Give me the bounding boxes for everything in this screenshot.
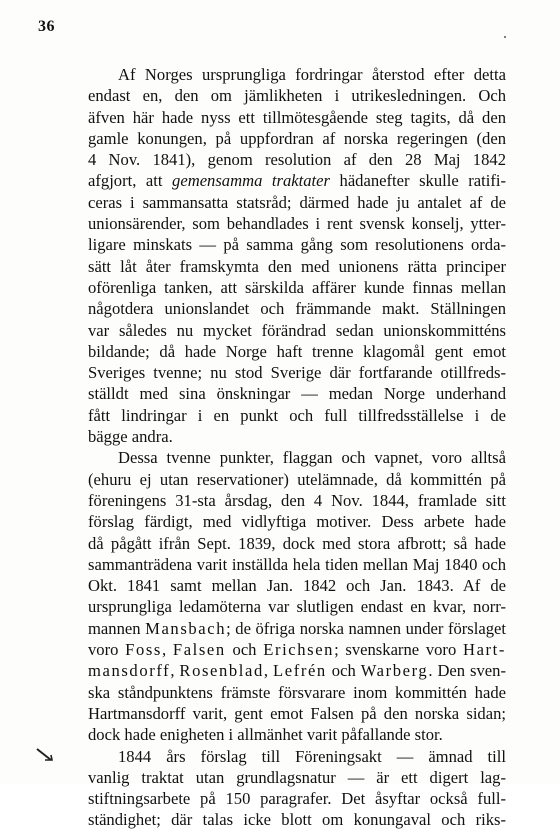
text-segment: , bbox=[161, 640, 173, 660]
text-line bbox=[88, 746, 506, 767]
text-line bbox=[88, 426, 506, 447]
text-segment: Okt. 1841 samt mellan Jan. 1842 och Jan. 1843. Af de bbox=[88, 576, 506, 596]
text-line bbox=[88, 85, 506, 106]
text-segment: voro bbox=[88, 640, 126, 660]
text-segment: ursprungliga ledamöterna var slutligen endast en kvar, norr- bbox=[88, 597, 506, 617]
spaced-name: Hart- bbox=[462, 640, 506, 660]
spaced-name: Foss bbox=[125, 640, 162, 660]
text-segment: Dessa tvenne punkter, flaggan och vapnet, voro alltså bbox=[118, 448, 506, 468]
text-line bbox=[88, 447, 506, 468]
text-segment: föreningens 31-sta årsdag, den 4 Nov. 1844, framlade sitt bbox=[88, 490, 506, 510]
text-segment: sätt låt åter framskymta den med unionens rätta principer bbox=[88, 256, 506, 276]
text-line bbox=[88, 64, 506, 85]
text-segment: ställdt med sina önskningar — medan Norge underhand bbox=[88, 384, 506, 404]
spaced-name: Mansbach bbox=[145, 618, 227, 638]
spaced-name: Lefrén bbox=[273, 661, 327, 681]
text-segment: någotdera unionslandet och främmande makt. Ställningen bbox=[88, 299, 506, 319]
text-segment: ska ståndpunktens främste försvarare inom kommittén hade bbox=[88, 682, 506, 702]
text-segment: ; svenskarne voro bbox=[334, 640, 463, 660]
text-line bbox=[88, 639, 506, 660]
text-segment: sammanträdena varit inställda hela tiden mellan Maj 1840 och bbox=[88, 554, 506, 574]
text-segment: endast en, den om jämlikheten i utrikesledningen. Och bbox=[88, 86, 506, 106]
text-line bbox=[88, 107, 506, 128]
text-segment: äfven här hade nyss ett tillmötesgående steg tagits, då den bbox=[88, 107, 506, 127]
text-segment: och bbox=[225, 640, 264, 660]
text-line bbox=[88, 192, 506, 213]
text-segment: 4 Nov. 1841), genom resolution af den 28 Maj 1842 bbox=[88, 150, 506, 170]
text-segment: och bbox=[326, 661, 361, 681]
spaced-name: Falsen bbox=[172, 640, 226, 660]
text-line bbox=[88, 724, 506, 745]
text-line bbox=[88, 682, 506, 703]
text-segment: 1844 års förslag till Föreningsakt — ämnad till bbox=[118, 746, 506, 766]
text-segment: oförenliga tanken, att särskilda affärer kunde finnas mellan bbox=[88, 277, 506, 297]
text-segment: bildande; då hade Norge haft trenne klagomål gent emot bbox=[88, 341, 506, 361]
text-segment: Sveriges tvenne; nu stod Sverige där fortfarande otillfreds- bbox=[88, 363, 506, 383]
text-line bbox=[88, 809, 506, 830]
text-segment: ceras i sammansatta statsråd; därmed hade ju antalet af de bbox=[88, 192, 506, 212]
body-text bbox=[88, 64, 506, 831]
text-line bbox=[88, 277, 506, 298]
print-speck bbox=[504, 36, 506, 38]
text-line bbox=[88, 256, 506, 277]
text-line bbox=[88, 788, 506, 809]
text-line bbox=[88, 298, 506, 319]
text-segment: hädanefter skulle ratifi- bbox=[329, 171, 507, 191]
text-line bbox=[88, 383, 506, 404]
text-segment: vanlig traktat utan grundlagsnatur — är ett digert lag- bbox=[88, 767, 506, 787]
text-segment: bägge andra. bbox=[88, 427, 173, 447]
spaced-name: Warberg bbox=[360, 661, 429, 681]
spaced-name: Erichsen bbox=[263, 640, 335, 660]
text-segment: mannen bbox=[88, 618, 146, 638]
text-segment: fått lindringar i en punkt och full tillfredsställelse i de bbox=[88, 405, 506, 425]
text-segment: gamle konungen, på uppfordran af norska regeringen (den bbox=[88, 128, 506, 148]
text-segment: ständighet; där talas icke blott om konungaval och riks- bbox=[88, 810, 506, 830]
text-segment: unionsärender, som behandlades i rent svensk konselj, ytter- bbox=[88, 214, 506, 234]
page-number: 36 bbox=[38, 18, 55, 35]
text-line bbox=[88, 341, 506, 362]
text-line bbox=[88, 490, 506, 511]
text-line bbox=[88, 405, 506, 426]
text-segment: (ehuru ej utan reservationer) utelämnade, då kommittén på bbox=[88, 469, 506, 489]
text-segment: , bbox=[170, 661, 180, 681]
text-segment: Hartmansdorff varit, gent emot Falsen på den norska sidan; bbox=[88, 703, 506, 723]
text-line bbox=[88, 362, 506, 383]
text-line bbox=[88, 469, 506, 490]
text-line bbox=[88, 660, 506, 681]
text-segment: , bbox=[263, 661, 273, 681]
text-line bbox=[88, 170, 506, 191]
text-segment: Af Norges ursprungliga fordringar återstod efter detta bbox=[118, 65, 506, 84]
text-line bbox=[88, 533, 506, 554]
text-segment: . Den sven- bbox=[428, 661, 506, 681]
text-line bbox=[88, 234, 506, 255]
text-segment: ligare minskats — på samma gång som resolutionens orda- bbox=[88, 235, 506, 255]
text-line bbox=[88, 703, 506, 724]
text-line bbox=[88, 767, 506, 788]
margin-mark-icon bbox=[36, 748, 54, 762]
text-line bbox=[88, 149, 506, 170]
text-line bbox=[88, 596, 506, 617]
text-line bbox=[88, 554, 506, 575]
text-line bbox=[88, 511, 506, 532]
text-segment: stiftningsarbete på 150 paragrafer. Det åsyftar också full- bbox=[88, 789, 506, 809]
text-segment: då pågått ifrån Sept. 1839, dock med stora afbrott; så hade bbox=[88, 533, 506, 553]
text-line bbox=[88, 213, 506, 234]
text-line bbox=[88, 618, 506, 639]
spaced-name: mansdorff bbox=[88, 661, 171, 681]
text-segment: ; de öfriga norska namnen under förslaget bbox=[226, 618, 507, 638]
text-line bbox=[88, 128, 506, 149]
italic-phrase: gemensamma traktater bbox=[172, 171, 330, 191]
text-segment: afgjort, att bbox=[88, 171, 173, 191]
text-segment: dock hade enigheten i allmänhet varit påfallande stor. bbox=[88, 725, 443, 745]
text-line bbox=[88, 575, 506, 596]
text-segment: var således nu mycket förändrad sedan unionskommitténs bbox=[88, 320, 506, 340]
text-segment: förslag färdigt, med vidlyftiga motiver. Dess arbete hade bbox=[88, 512, 506, 532]
text-line bbox=[88, 320, 506, 341]
spaced-name: Rosenblad bbox=[179, 661, 264, 681]
